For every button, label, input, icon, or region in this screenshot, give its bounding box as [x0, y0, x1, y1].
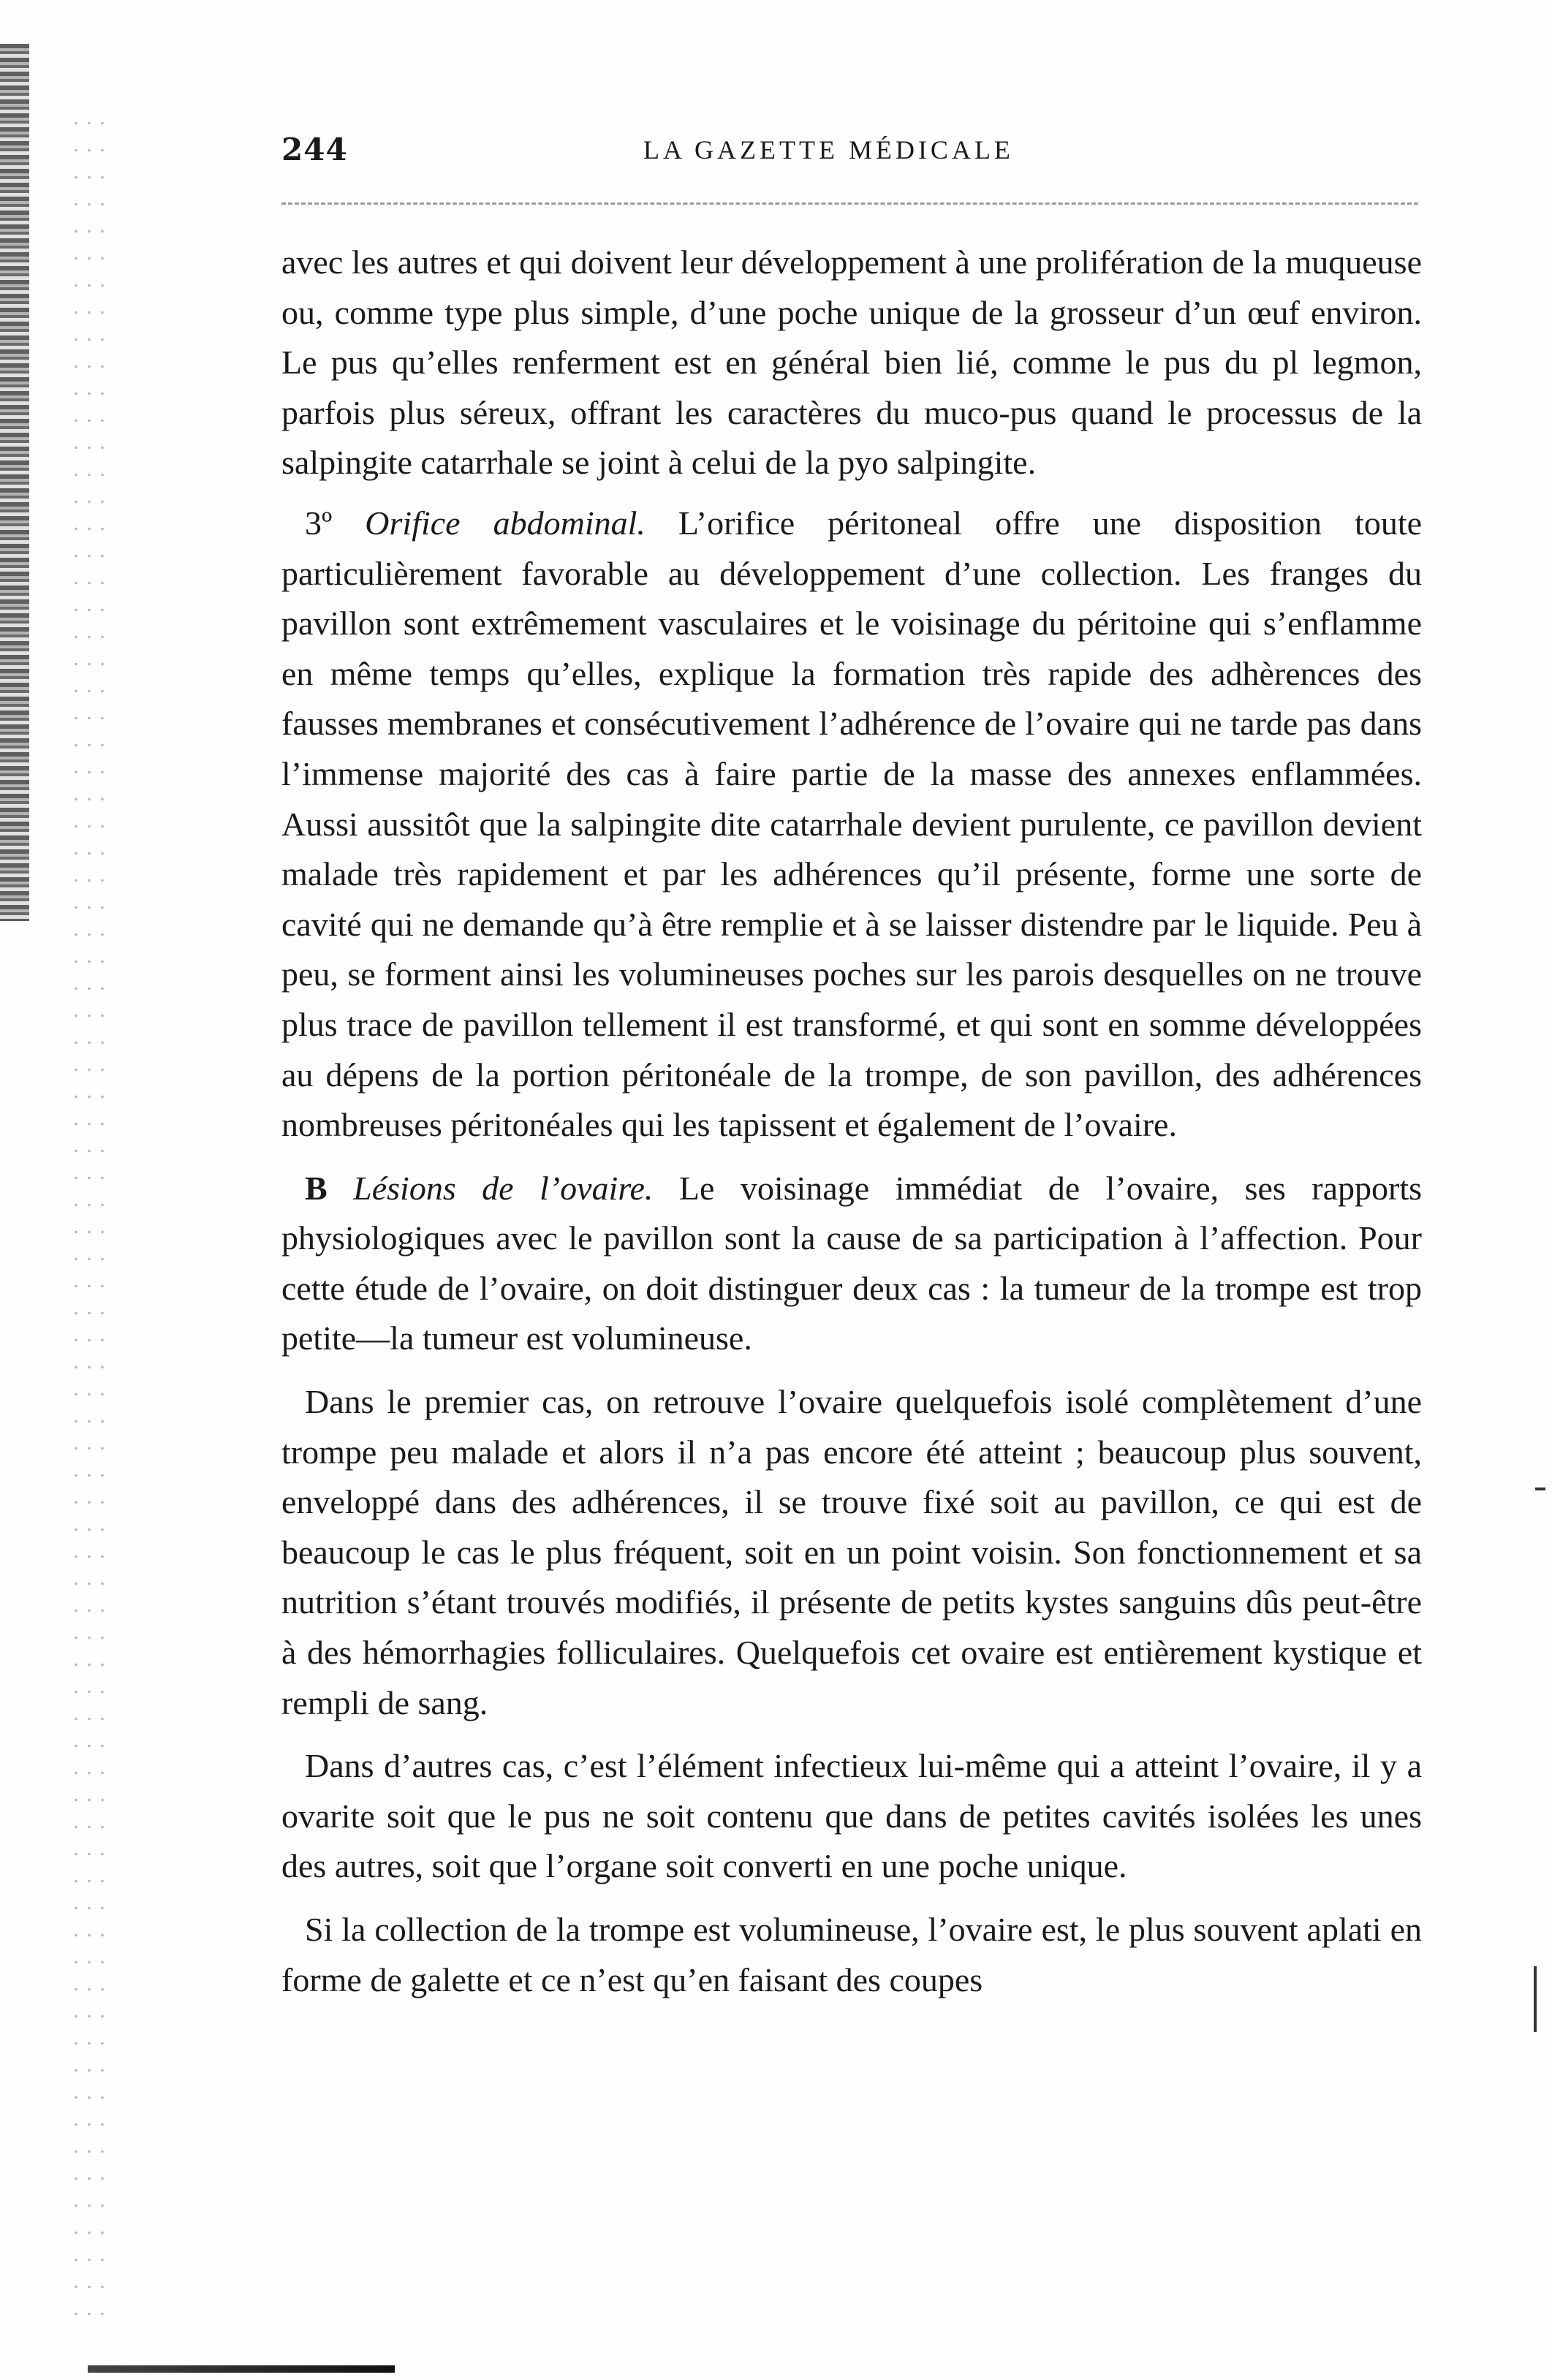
paragraph-text: Le voisinage immédiat de l’ovaire, ses rapports physiologiques avec le pavillon sont la cause de sa participation à l’affection. Pour cette étude de l’ovaire, on doit distinguer deux cas : la tumeur de la trompe est trop petite—la tumeur est volumineuse.	[281, 1169, 1423, 1357]
section-letter: B	[305, 1169, 354, 1207]
header-rule	[281, 202, 1418, 205]
page-number: 244	[281, 132, 348, 167]
paragraph-text: Dans d’autres cas, c’est l’élément infectieux lui-même qui a atteint l’ovaire, il y a ovarite soit que le pus ne soit contenu que dans de petites cavités isolées les unes des autres, soit que l’organe soit converti en une poche unique.	[281, 1747, 1422, 1885]
page-header	[281, 132, 1422, 175]
scan-margin-mark	[1534, 1966, 1537, 2032]
section-number: 3º	[305, 504, 366, 542]
paragraph-text: L’orifice péritoneal offre une disposition toute particulièrement favorable au développement d’une collection. Les franges du pavillon sont extrêmement vasculaires et le voisinage du péritoine qui s’enflamme en même temps qu’elles, explique la formation très rapide des adhèrences des fausses membranes et consécutivement l’adhérence de l’ovaire qui ne tarde pas dans l’immense majorité des cas à faire partie de la masse des annexes enflammées. Aussi aussitôt que la salpingite dite catarrhale devient purulente, ce pavillon devient malade très rapidement et par les adhérences qu’il présente, forme une sorte de cavité qui ne demande qu’à être remplie et à se laisser distendre par le liquide. Peu à peu, se forment ainsi les volumineuses poches sur les parois desquelles on ne trouve plus trace de pavillon tellement il est transformé, et qui sont en somme développées au dépens de la portion péritonéale de la trompe, de son pavillon, des adhérences nombreuses péritonéales qui les tapissent et également de l’ovaire.	[281, 504, 1423, 1144]
paragraph	[281, 1164, 1422, 1364]
paragraph	[281, 1741, 1422, 1892]
scan-margin-mark	[1535, 1488, 1545, 1490]
paragraph	[281, 499, 1422, 1151]
paragraph	[281, 238, 1422, 488]
scan-bottom-rule	[88, 2365, 395, 2373]
scan-binding-edge	[0, 44, 29, 921]
scan-margin-specks	[69, 110, 113, 2339]
paragraph	[281, 1905, 1422, 2005]
section-heading: Lésions de l’ovaire.	[353, 1169, 679, 1207]
paragraph-text: Si la collection de la trompe est volumineuse, l’ovaire est, le plus souvent aplati en forme de galette et ce n’est qu’en faisant des coupes	[281, 1911, 1422, 1998]
paragraph	[281, 1377, 1422, 1728]
section-heading: Orifice abdominal.	[365, 504, 678, 542]
body-text	[281, 238, 1422, 2018]
running-title: LA GAZETTE MÉDICALE	[643, 135, 1014, 164]
paragraph-text: avec les autres et qui doivent leur développement à une prolifération de la muqueuse ou, comme type plus simple, d’une poche unique de la grosseur d’un œuf environ. Le pus qu’elles renferment est en général bien lié, comme le pus du pl legmon, parfois plus séreux, offrant les caractères du muco-pus quand le processus de la salpingite catarrhale se joint à celui de la pyo salpingite.	[281, 243, 1422, 482]
paragraph-text: Dans le premier cas, on retrouve l’ovaire quelquefois isolé complètement d’une trompe peu malade et alors il n’a pas encore été atteint ; beaucoup plus souvent, enveloppé dans des adhérences, il se trouve fixé soit au pavillon, ce qui est de beaucoup le cas le plus fréquent, soit en un point voisin. Son fonctionnement et sa nutrition s’étant trouvés modifiés, il présente de petits kystes sanguins dûs peut-être à des hémorrhagies folliculaires. Quelquefois cet ovaire est entièrement kystique et rempli de sang.	[281, 1383, 1422, 1721]
